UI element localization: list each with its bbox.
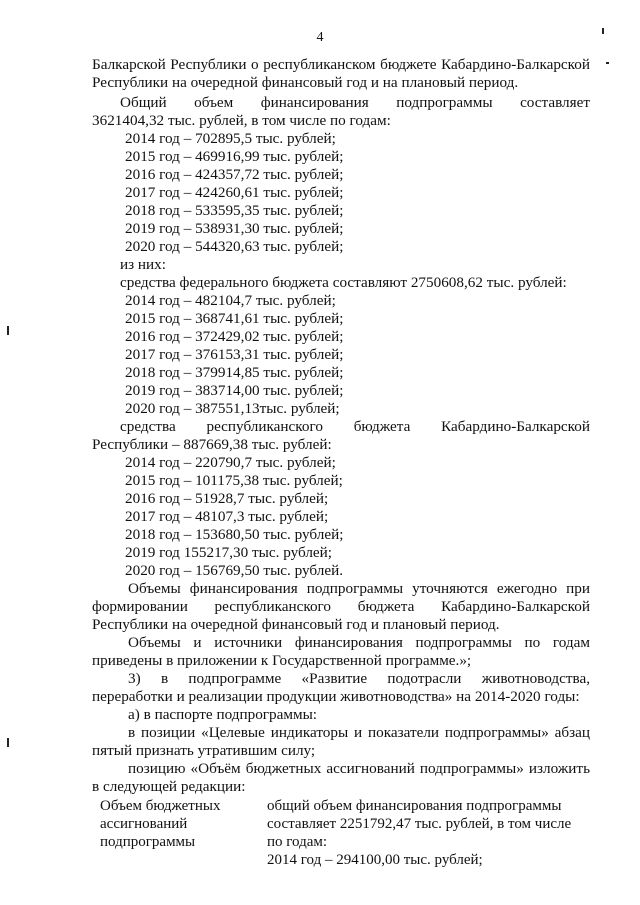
- republic-line-2: Республики – 887669,38 тыс. рублей:: [92, 436, 332, 453]
- federal-line: средства федерального бюджета составляют 2750608,62 тыс. рублей:: [120, 274, 567, 291]
- republic-year-2020: 2020 год – 156769,50 тыс. рублей.: [125, 562, 343, 579]
- total-year-2017: 2017 год – 424260,61 тыс. рублей;: [125, 184, 344, 201]
- para4-line-2: пятый признать утратившим силу;: [92, 742, 316, 759]
- table-right-line-3: по годам:: [267, 834, 328, 850]
- para3-line-2: переработки и реализации продукции животноводства» на 2014-2020 годы:: [92, 688, 580, 705]
- federal-year-2017: 2017 год – 376153,31 тыс. рублей;: [125, 346, 344, 363]
- republic-year-2017: 2017 год – 48107,3 тыс. рублей;: [125, 508, 329, 525]
- scan-mark-top: [602, 28, 604, 34]
- republic-year-2019: 2019 год 155217,30 тыс. рублей;: [125, 544, 333, 561]
- total-year-2016: 2016 год – 424357,72 тыс. рублей;: [125, 166, 344, 183]
- of-them-label: из них:: [120, 256, 166, 273]
- federal-year-2014: 2014 год – 482104,7 тыс. рублей;: [125, 292, 336, 309]
- federal-year-2015: 2015 год – 368741,61 тыс. рублей;: [125, 310, 344, 327]
- scan-mark-left-2: [7, 738, 9, 747]
- table-left-line-1: Объем бюджетных: [100, 798, 221, 814]
- total-line-1: Общий объем финансирования подпрограммы составляет: [120, 94, 590, 111]
- federal-year-2016: 2016 год – 372429,02 тыс. рублей;: [125, 328, 344, 345]
- para5-line-2: в следующей редакции:: [92, 778, 246, 795]
- total-year-2014: 2014 год – 702895,5 тыс. рублей;: [125, 130, 336, 147]
- republic-year-2018: 2018 год – 153680,50 тыс. рублей;: [125, 526, 344, 543]
- para2-line-2: приведены в приложении к Государственной программе.»;: [92, 652, 472, 669]
- total-year-2019: 2019 год – 538931,30 тыс. рублей;: [125, 220, 344, 237]
- total-year-2020: 2020 год – 544320,63 тыс. рублей;: [125, 238, 344, 255]
- para1-line-1: Объемы финансирования подпрограммы уточняются ежегодно при: [128, 580, 590, 597]
- table-right-line-4: 2014 год – 294100,00 тыс. рублей;: [267, 852, 483, 868]
- scan-mark-right: [606, 62, 609, 64]
- federal-year-2018: 2018 год – 379914,85 тыс. рублей;: [125, 364, 344, 381]
- table-left-line-2: ассигнований: [100, 816, 188, 832]
- para3-line-1: 3) в подпрограмме «Развитие подотрасли животноводства,: [128, 670, 590, 687]
- republic-year-2016: 2016 год – 51928,7 тыс. рублей;: [125, 490, 329, 507]
- federal-year-2020: 2020 год – 387551,13тыс. рублей;: [125, 400, 340, 417]
- federal-year-2019: 2019 год – 383714,00 тыс. рублей;: [125, 382, 344, 399]
- para1-line-2: формировании республиканского бюджета Кабардино-Балкарской: [92, 598, 590, 615]
- para4-line-1: в позиции «Целевые индикаторы и показатели подпрограммы» абзац: [128, 724, 590, 741]
- total-line-2: 3621404,32 тыс. рублей, в том числе по годам:: [92, 112, 391, 129]
- item-a: а) в паспорте подпрограммы:: [128, 706, 317, 723]
- republic-year-2014: 2014 год – 220790,7 тыс. рублей;: [125, 454, 336, 471]
- table-left-line-3: подпрограммы: [100, 834, 196, 850]
- para1-line-3: Республики на очередной финансовый год и плановый период.: [92, 616, 500, 633]
- intro-line-1: Балкарской Республики о республиканском бюджете Кабардино-Балкарской: [92, 56, 590, 73]
- para2-line-1: Объемы и источники финансирования подпрограммы по годам: [128, 634, 590, 651]
- scan-mark-left-1: [7, 326, 9, 335]
- page-number: 4: [316, 30, 324, 45]
- total-year-2018: 2018 год – 533595,35 тыс. рублей;: [125, 202, 344, 219]
- para5-line-1: позицию «Объём бюджетных ассигнований подпрограммы» изложить: [128, 760, 590, 777]
- total-year-2015: 2015 год – 469916,99 тыс. рублей;: [125, 148, 344, 165]
- republic-year-2015: 2015 год – 101175,38 тыс. рублей;: [125, 472, 343, 489]
- table-right-line-1: общий объем финансирования подпрограммы: [267, 798, 562, 814]
- intro-line-2: Республики на очередной финансовый год и на плановый период.: [92, 74, 519, 91]
- republic-line-1: средства республиканского бюджета Кабардино-Балкарской: [120, 418, 590, 435]
- table-right-line-2: составляет 2251792,47 тыс. рублей, в том числе: [267, 816, 572, 832]
